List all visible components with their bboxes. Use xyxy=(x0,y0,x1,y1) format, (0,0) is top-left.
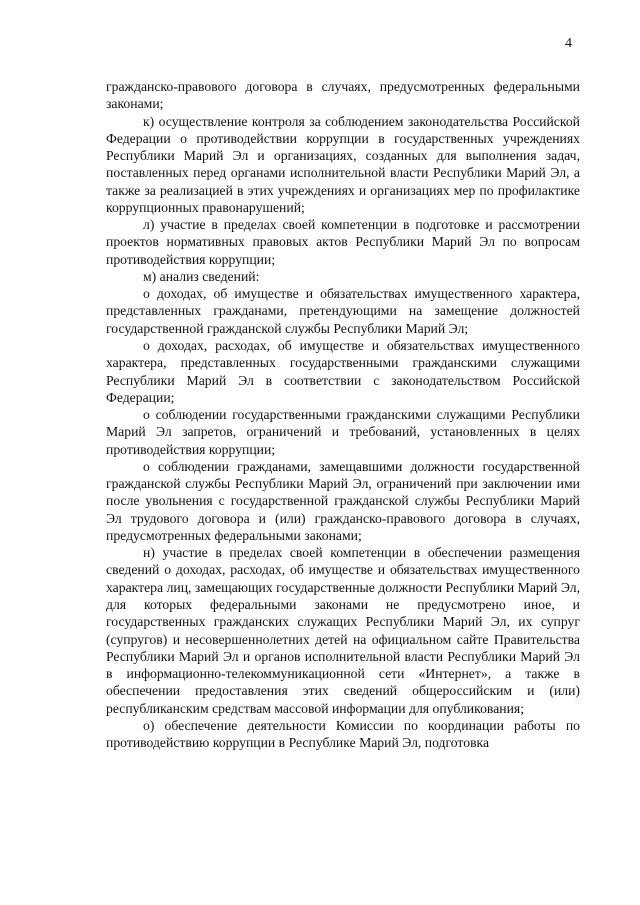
paragraph-m-income-servants: о доходах, расходах, об имуществе и обязательствах имущественного характера, представленных государственными гражданскими служащими Республики Марий Эл в соответствии с законодательством Российской Федерации; xyxy=(106,337,580,405)
paragraph-k: к) осуществление контроля за соблюдением законодательства Российской Федерации о противодействии коррупции в государственных учреждениях Республики Марий Эл и организациях, созданных для выполнения задач, поставленных перед органами исполнительной власти Республики Марий Эл, а также за реализацией в этих учреждениях и организациях мер по профилактике коррупционных правонарушений; xyxy=(106,113,580,215)
paragraph-m: м) анализ сведений: xyxy=(143,268,260,284)
document-body xyxy=(106,78,580,751)
paragraph-m-former-servants: о соблюдении гражданами, замещавшими должности государственной гражданской службы Республики Марий Эл, ограничений при заключении ими после увольнения с государственной гражданской службы Республики Марий Эл трудового договора и (или) гражданско-правового договора в случаях, предусмотренных федеральными законами; xyxy=(106,458,580,543)
paragraph-m-compliance: о соблюдении государственными гражданскими служащими Республики Марий Эл запретов, ограничений и требований, установленных в целях противодействия коррупции; xyxy=(106,407,580,457)
paragraph-o: о) обеспечение деятельности Комиссии по координации работы по противодействию коррупции в Республике Марий Эл, подготовка xyxy=(106,717,580,751)
paragraph-m-income-candidates: о доходах, об имуществе и обязательствах имущественного характера, представленных гражданами, претендующими на замещение должностей государственной гражданской службы Республики Марий Эл; xyxy=(106,286,580,336)
paragraph-n: н) участие в пределах своей компетенции в обеспечении размещения сведений о доходах, расходах, об имуществе и обязательствах имущественного характера лиц, замещающих государственные должности Республики Марий Эл, для которых федеральными законами не предусмотрено иное, и государственных гражданских служащих Республики Марий Эл, их супруг (супругов) и несовершеннолетних детей на официальном сайте Правительства Республики Марий Эл и органов исполнительной власти Республики Марий Эл в информационно-телекоммуникационной сети «Интернет», а также в обеспечении предоставления этих сведений общероссийским и (или) республиканским средствам массовой информации для опубликования; xyxy=(106,545,580,716)
page-number: 4 xyxy=(565,36,572,51)
paragraph-continuation: гражданско-правового договора в случаях, предусмотренных федеральными законами; xyxy=(106,79,580,112)
paragraph-l: л) участие в пределах своей компетенции в подготовке и рассмотрении проектов нормативных правовых актов Республики Марий Эл по вопросам противодействия коррупции; xyxy=(106,217,580,267)
